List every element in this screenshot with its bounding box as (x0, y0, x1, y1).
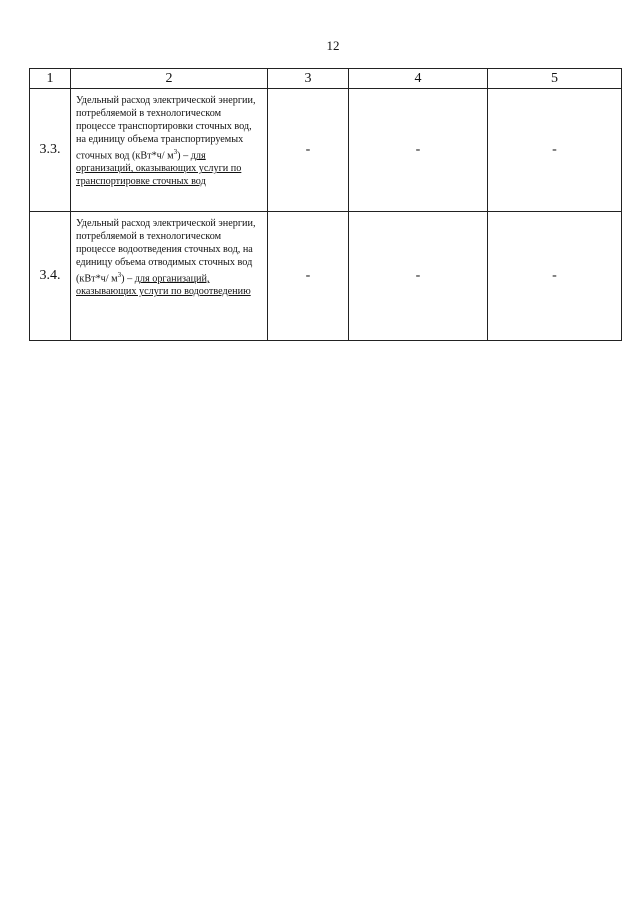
cell-col4: - (349, 89, 488, 212)
data-table (29, 68, 622, 341)
column-header-2: 2 (71, 69, 268, 89)
cell-col3: - (268, 89, 349, 212)
row-description (71, 212, 268, 341)
superscript: 3 (173, 148, 178, 156)
cell-col5: - (488, 212, 622, 341)
table-header-row (30, 69, 622, 89)
row-number: 3.4. (30, 212, 71, 341)
table-row (30, 212, 622, 341)
column-header-3: 3 (268, 69, 349, 89)
column-header-1: 1 (30, 69, 71, 89)
description-tail: ) – (177, 150, 191, 162)
superscript: 3 (117, 271, 122, 279)
column-header-5: 5 (488, 69, 622, 89)
cell-col4: - (349, 212, 488, 341)
row-description (71, 89, 268, 212)
description-text: Удельный расход электрической энергии, потребляемой в технологическом процессе транспортировки сточных вод, на единицу объема транспортируемых сточных вод (кВт*ч/ м (76, 95, 256, 162)
page-number: 12 (326, 38, 340, 53)
description-underlined: для организаций, оказывающих услуги по транспортировке сточных вод (76, 150, 242, 188)
cell-col3: - (268, 212, 349, 341)
column-header-4: 4 (349, 69, 488, 89)
description-underlined: для организаций, оказывающих услуги по водоотведению (76, 273, 251, 298)
description-text: Удельный расход электрической энергии, потребляемой в технологическом процессе водоотведения сточных вод, на единицу объема отводимых сточных вод (кВт*ч/ м (76, 218, 256, 285)
cell-col5: - (488, 89, 622, 212)
description-tail: ) – (121, 273, 135, 285)
row-number: 3.3. (30, 89, 71, 212)
table-row (30, 89, 622, 212)
